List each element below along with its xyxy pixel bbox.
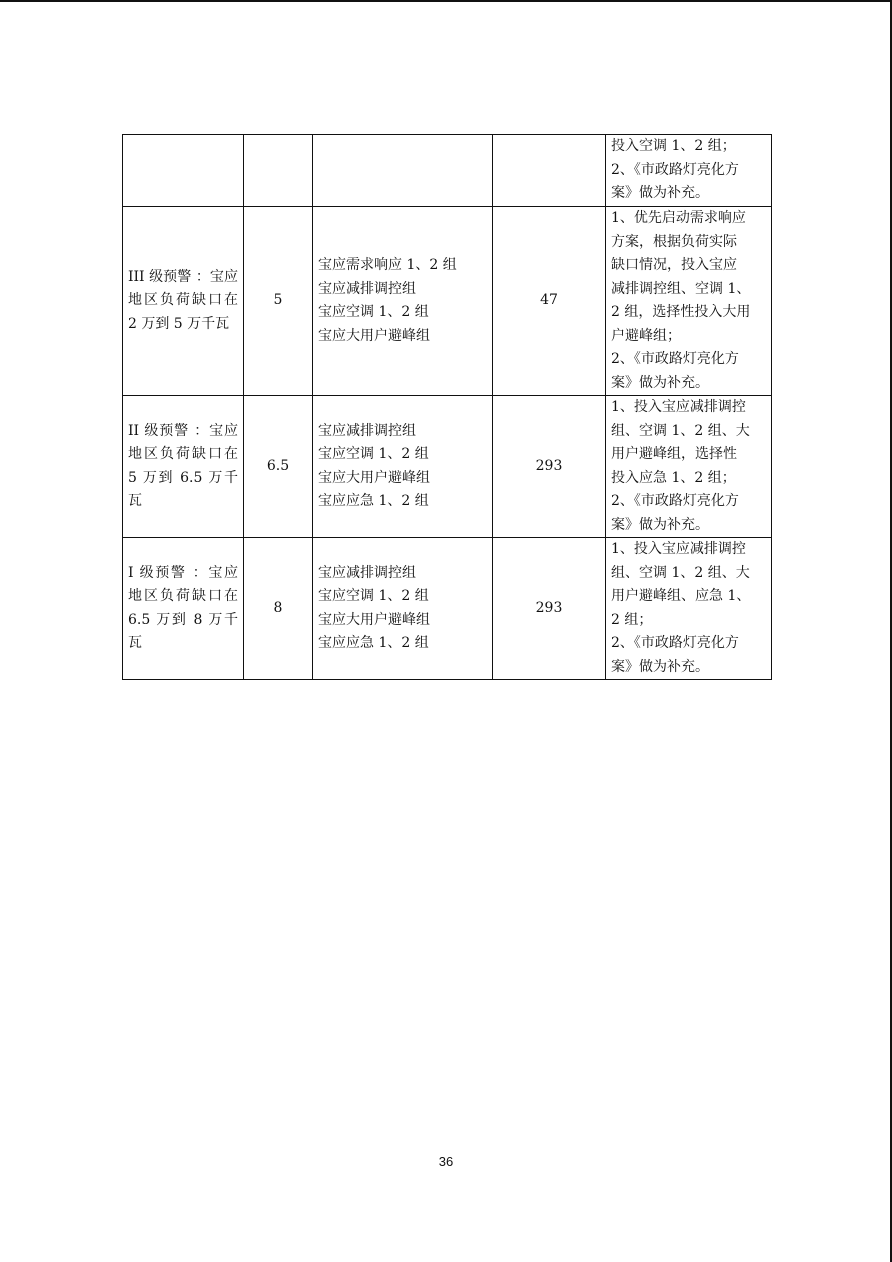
response-group-line: 宝应应急 1、2 组 xyxy=(318,493,429,509)
measure-line: 投入空调 1、2 组； xyxy=(611,138,736,155)
table-row xyxy=(123,207,772,396)
response-group-line: 宝应减排调控组 xyxy=(318,280,416,297)
response-groups-cell xyxy=(313,538,493,680)
measure-line: 组、空调 1、2 组、大 xyxy=(611,564,750,581)
response-group-line: 宝应减排调控组 xyxy=(318,564,416,581)
response-group-line: 宝应空调 1、2 组 xyxy=(318,446,429,462)
measure-line: 案》做为补充。 xyxy=(611,658,709,675)
response-groups-cell xyxy=(313,135,493,207)
measure-line: 2、《市政路灯亮化方 xyxy=(611,351,739,367)
page-number: 36 xyxy=(438,1154,454,1169)
measures-cell xyxy=(606,135,772,207)
measures-cell xyxy=(606,396,772,538)
controllable-load-cell: 293 xyxy=(493,396,606,538)
load-gap-cell: 6.5 xyxy=(244,396,313,538)
measure-line: 用户避峰组、应急 1、 xyxy=(611,588,751,604)
measure-line: 案》做为补充。 xyxy=(611,516,709,533)
measure-line: 方案，根据负荷实际 xyxy=(611,233,737,250)
load-gap-cell: 5 xyxy=(244,207,313,396)
measure-line: 缺口情况，投入宝应 xyxy=(611,257,737,273)
measure-line: 1、投入宝应减排调控 xyxy=(611,399,746,415)
controllable-load-cell xyxy=(493,135,606,207)
table-body xyxy=(123,135,772,680)
warning-response-table xyxy=(122,134,772,680)
measure-line: 1、优先启动需求响应 xyxy=(611,210,746,226)
warning-level-cell: I 级预警 ：宝应地区负荷缺口在 6.5 万到 8 万千瓦 xyxy=(123,538,244,680)
warning-level-cell xyxy=(123,135,244,207)
response-group-line: 宝应需求响应 1、2 组 xyxy=(318,257,457,273)
response-group-line: 宝应大用户避峰组 xyxy=(318,469,430,486)
measures-cell xyxy=(606,207,772,396)
load-gap-cell xyxy=(244,135,313,207)
response-group-line: 宝应应急 1、2 组 xyxy=(318,635,429,651)
load-gap-cell: 8 xyxy=(244,538,313,680)
measure-line: 1、投入宝应减排调控 xyxy=(611,541,746,557)
measure-line: 减排调控组、空调 1、 xyxy=(611,280,751,297)
measure-line: 2、《市政路灯亮化方 xyxy=(611,635,739,651)
measure-line: 2 组，选择性投入大用 xyxy=(611,304,751,320)
controllable-load-cell: 293 xyxy=(493,538,606,680)
controllable-load-cell: 47 xyxy=(493,207,606,396)
measures-cell xyxy=(606,538,772,680)
response-group-line: 宝应空调 1、2 组 xyxy=(318,588,429,604)
measure-line: 组、空调 1、2 组、大 xyxy=(611,422,750,439)
top-border-line xyxy=(0,0,892,2)
measure-line: 案》做为补充。 xyxy=(611,374,709,391)
measure-line: 用户避峰组，选择性 xyxy=(611,446,737,462)
measure-line: 户避峰组； xyxy=(611,327,681,344)
response-group-line: 宝应大用户避峰组 xyxy=(318,327,430,344)
warning-level-cell: II 级预警 ：宝应地区负荷缺口在 5 万到 6.5 万千瓦 xyxy=(123,396,244,538)
measure-line: 2、《市政路灯亮化方 xyxy=(611,161,739,178)
warning-level-cell: III 级预警 ：宝应地区负荷缺口在 2 万到 5 万千瓦 xyxy=(123,207,244,396)
table-row xyxy=(123,538,772,680)
measure-line: 投入应急 1、2 组； xyxy=(611,469,736,486)
table-row xyxy=(123,135,772,207)
measure-line: 案》做为补充。 xyxy=(611,185,709,202)
response-group-line: 宝应大用户避峰组 xyxy=(318,611,430,628)
measure-line: 2 组； xyxy=(611,611,653,628)
response-group-line: 宝应减排调控组 xyxy=(318,422,416,439)
measure-line: 2、《市政路灯亮化方 xyxy=(611,493,739,509)
table-row xyxy=(123,396,772,538)
response-groups-cell xyxy=(313,396,493,538)
response-groups-cell xyxy=(313,207,493,396)
response-group-line: 宝应空调 1、2 组 xyxy=(318,304,429,320)
